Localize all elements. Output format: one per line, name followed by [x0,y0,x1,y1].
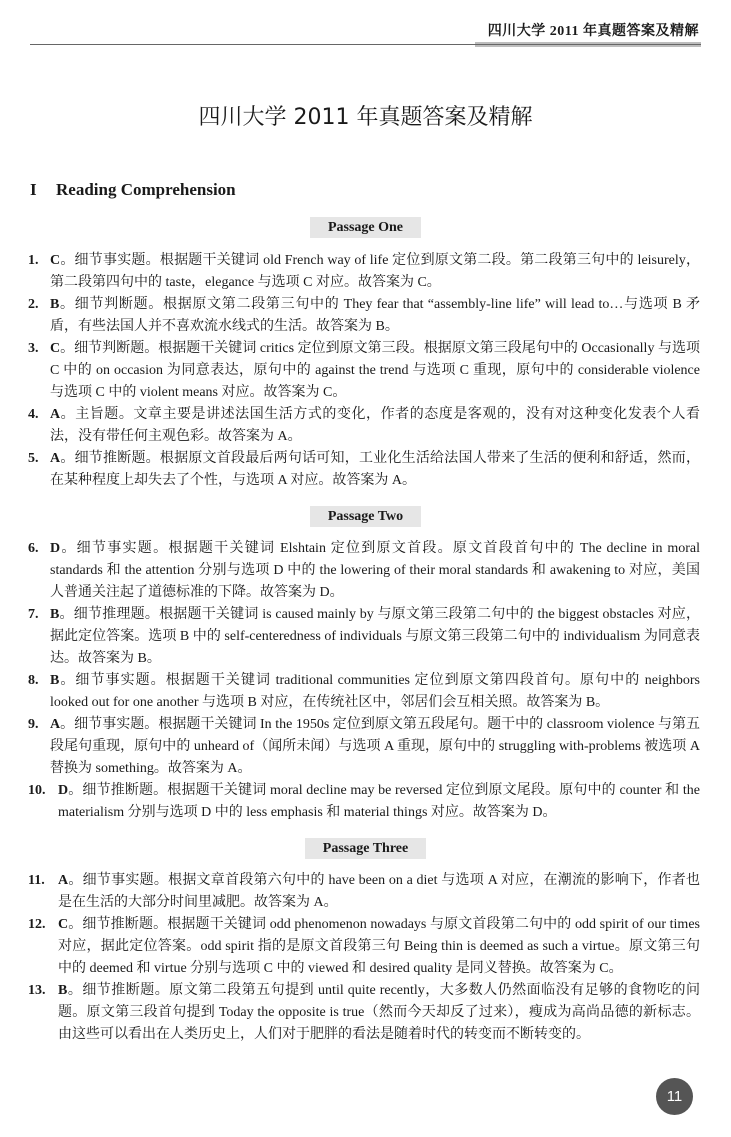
answer-item [28,604,700,670]
answer-item [28,914,700,980]
item-explanation: 。细节推断题。根据题干关键词 moral decline may be reversed 定位到原文尾段。原句中的 counter 和 the materialism 分别与选项 D 中的 less emphasis 和 material things 对应。故答案为 D。 [58,783,700,820]
item-explanation: 。细节推断题。根据题干关键词 odd phenomenon nowadays 与原文首段第二句中的 odd spirit of our times 对应，据此定位答案。odd spirit 指的是原文首段第三句 Being thin is deemed as such a virtue。原文第三句中的 deemed 和 virtue 分别与选项 C 中的 viewed 和 desired quality 是同义替换。故答案为 C。 [58,917,700,976]
item-explanation: 。细节判断题。根据题干关键词 critics 定位到原文第三段。根据原文第三段尾句中的 Occasionally 与选项 C 中的 on occasion 为同意表达，原句中的 against the trend 与选项 C 重现，原句中的 considerable violence 与选项 C 中的 violent means 对应。故答案为 C。 [50,341,700,400]
header-rule [30,44,701,45]
item-explanation: 。细节推理题。根据题干关键词 is caused mainly by 与原文第三段第二句中的 the biggest obstacles 对应，据此定位答案。选项 B 中的 self-centeredness of individuals 与原文第三段第二句中的 individualism 为同意表达。故答案为 B。 [50,607,700,666]
item-answer: C [50,253,61,268]
item-explanation: 。细节推断题。原文第二段第五句提到 until quite recently，大多数人仍然面临没有足够的食物吃的问题。原文第三段首句提到 Today the opposite is true（然而今天却反了过来），瘦成为高尚品德的新标志。由这些可以看出在人类历史上，人们对于肥胖的看法是随着时代的转变而不断转变的。 [58,983,700,1042]
item-answer: A [50,717,61,732]
item-number: 9. [28,717,39,732]
item-answer: B [50,297,60,312]
item-answer: A [50,407,61,422]
item-answer: D [58,783,69,798]
item-number: 6. [28,541,39,556]
passage-one-answers [28,250,700,492]
answer-item [28,250,700,294]
item-number: 11. [28,873,45,888]
page-title: 四川大学 2011 年真题答案及精解 [198,105,533,130]
item-number: 8. [28,673,39,688]
item-number: 5. [28,451,39,466]
answer-item [28,870,700,914]
passage-one-heading: Passage One [0,217,731,238]
item-explanation: 。细节事实题。根据题干关键词 traditional communities 定位到原文第四段首句。原句中的 neighbors looked out for one another 与选项 B 对应，在传统社区中，邻居们会互相关照。故答案为 B。 [50,673,700,710]
item-explanation: 。细节事实题。根据题干关键词 old French way of life 定位到原文第二段。第二段第三句中的 leisurely，第二段第四句中的 taste，elegance 与选项 C 对应。故答案为 C。 [50,253,700,290]
item-number: 2. [28,297,39,312]
item-answer: A [58,873,69,888]
answer-item [28,670,700,714]
answer-item [28,338,700,404]
item-explanation: 。主旨题。文章主要是讲述法国生活方式的变化，作者的态度是客观的，没有对这种变化发表个人看法，没有带任何主观色彩。故答案为 A。 [50,407,700,444]
item-number: 3. [28,341,39,356]
item-explanation: 。细节推断题。根据原文首段最后两句话可知，工业化生活给法国人带来了生活的便利和舒适，然而，在某种程度上却失去了个性，与选项 A 对应。故答案为 A。 [50,451,700,488]
answer-item [28,980,700,1046]
item-answer: A [50,451,61,466]
item-explanation: 。细节事实题。根据题干关键词 Elshtain 定位到原文首段。原文首段首句中的 The decline in moral standards 和 the attention 分别与选项 D 中的 the lowering of their moral standards 和 awakening to 对应，美国人普通关注起了道德标准的下降。故答案为 D。 [50,541,700,600]
running-header: 四川大学 2011 年真题答案及精解 [487,24,699,39]
item-answer: D [50,541,61,556]
section-label: Reading Comprehension [56,180,236,199]
item-explanation: 。细节事实题。根据文章首段第六句中的 have been on a diet 与选项 A 对应，在潮流的影响下，作者也是在生活的大部分时间里减肥。故答案为 A。 [58,873,700,910]
answer-item [28,448,700,492]
item-answer: C [50,341,61,356]
item-answer: B [50,673,60,688]
item-number: 4. [28,407,39,422]
answer-item [28,780,700,824]
item-explanation: 。细节事实题。根据题干关键词 In the 1950s 定位到原文第五段尾句。题干中的 classroom violence 与第五段尾句重现，原句中的 unheard of（闻所未闻）与选项 A 重现，原句中的 struggling with-problems 被选项 A 替换为 something。故答案为 A。 [50,717,700,776]
section-numeral: I [30,180,37,199]
item-number: 1. [28,253,39,268]
answer-item [28,714,700,780]
passage-three-heading: Passage Three [0,838,731,859]
answer-item [28,538,700,604]
answer-item [28,294,700,338]
passage-three-answers [28,870,700,1046]
passage-two-answers [28,538,700,824]
item-number: 13. [28,983,46,998]
item-number: 12. [28,917,46,932]
item-number: 10. [28,783,46,798]
item-answer: C [58,917,69,932]
answer-item [28,404,700,448]
passage-two-heading: Passage Two [0,506,731,527]
item-explanation: 。细节判断题。根据原文第二段第三句中的 They fear that “assembly-line life” will lead to…与选项 B 矛盾，有些法国人并不喜欢流水线式的生活。故答案为 B。 [50,297,700,334]
item-number: 7. [28,607,39,622]
item-answer: B [58,983,68,998]
page-number: 11 [656,1078,693,1115]
item-answer: B [50,607,60,622]
section-heading [30,180,236,200]
